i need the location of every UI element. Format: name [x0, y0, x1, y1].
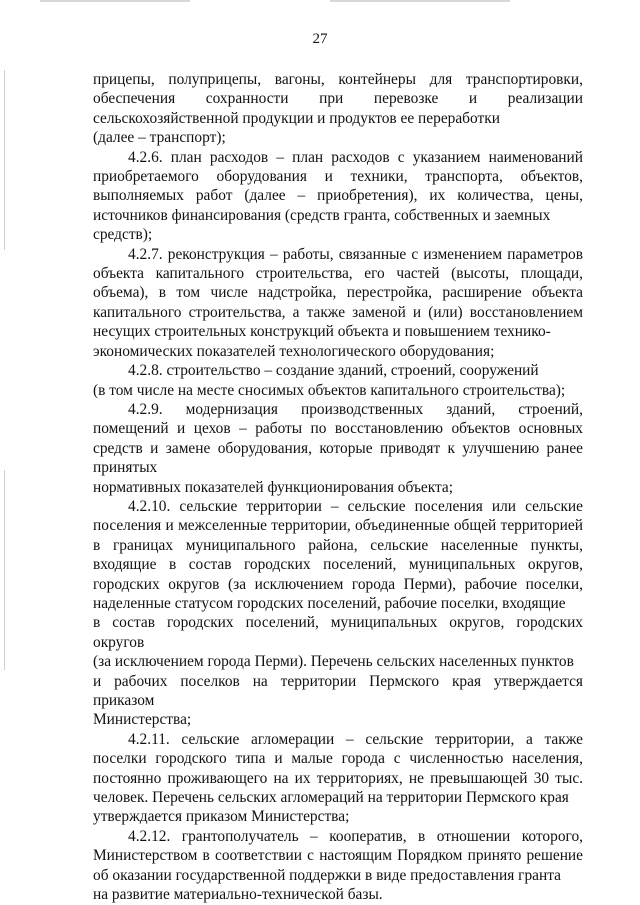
scan-top-edge — [330, 0, 510, 2]
scan-margin-line — [4, 470, 5, 670]
scan-margin-line — [4, 70, 5, 250]
document-body — [93, 70, 583, 904]
page-number: 27 — [312, 31, 328, 47]
paragraph-4-2-11: 4.2.11. сельские агломерации – сельские территории, а также поселки городского типа и малые города с численностью населения, постоянно проживающего на их территориях, не превышающей 30 тыс. человек. Перечень сельских агломераций на территории Пермского края утверждается приказом Министерства; — [93, 730, 583, 826]
paragraph-4-2-6: 4.2.6. план расходов – план расходов с указанием наименований приобретаемого оборудования и техники, транспорта, объектов, выполняемых работ (далее – приобретения), их количества, цены, источников финансирования (средств гранта, собственных и заемных средств); — [93, 148, 583, 244]
paragraph-4-2-8: 4.2.8. строительство – создание зданий, строений, сооружений (в том числе на месте сносимых объектов капитального строительства); — [93, 362, 566, 399]
paragraph-4-2-12: 4.2.12. грантополучатель – кооператив, в отношении которого, Министерством в соответствии с настоящим Порядком принято решение об оказании государственной поддержки в виде предоставления гранта на развитие материально-технической базы. — [93, 827, 583, 904]
paragraph-transport-continuation: прицепы, полуприцепы, вагоны, контейнеры для транспортировки, обеспечения сохранности при перевозке и реализации сельскохозяйственной продукции и продуктов ее переработки (далее – транспорт); — [93, 71, 583, 147]
paragraph-4-2-9: 4.2.9. модернизация производственных зданий, строений, помещений и цехов – работы по восстановлению объектов основных средств и замене оборудования, которые приводят к улучшению ранее принятых нормативных показателей функционирования объекта; — [93, 400, 583, 496]
paragraph-4-2-10: 4.2.10. сельские территории – сельские поселения или сельские поселения и межселенные территории, объединенные общей территорией в границах муниципального района, сельские населенные пункты, входящие в состав городских поселений, муниципальных округов, городских округов (за исключением города Перми), рабочие поселки, наделенные статусом городских поселений, рабочие поселки, входящие в состав городских поселений, муниципальных округов, городских округов (за исключением города Перми). Перечень сельских населенных пунктов и рабочих поселков на территории Пермского края утверждается приказом Министерства; — [93, 497, 583, 729]
paragraph-4-2-7: 4.2.7. реконструкция – работы, связанные с изменением параметров объекта капитального строительства, его частей (высоты, площади, объема), в том числе надстройка, перестройка, расширение объекта капитального строительства, а также заменой и (или) восстановлением несущих строительных конструкций объекта и повышением технико- экономических показателей технологического оборудования; — [93, 245, 583, 360]
scan-top-edge — [40, 0, 190, 2]
